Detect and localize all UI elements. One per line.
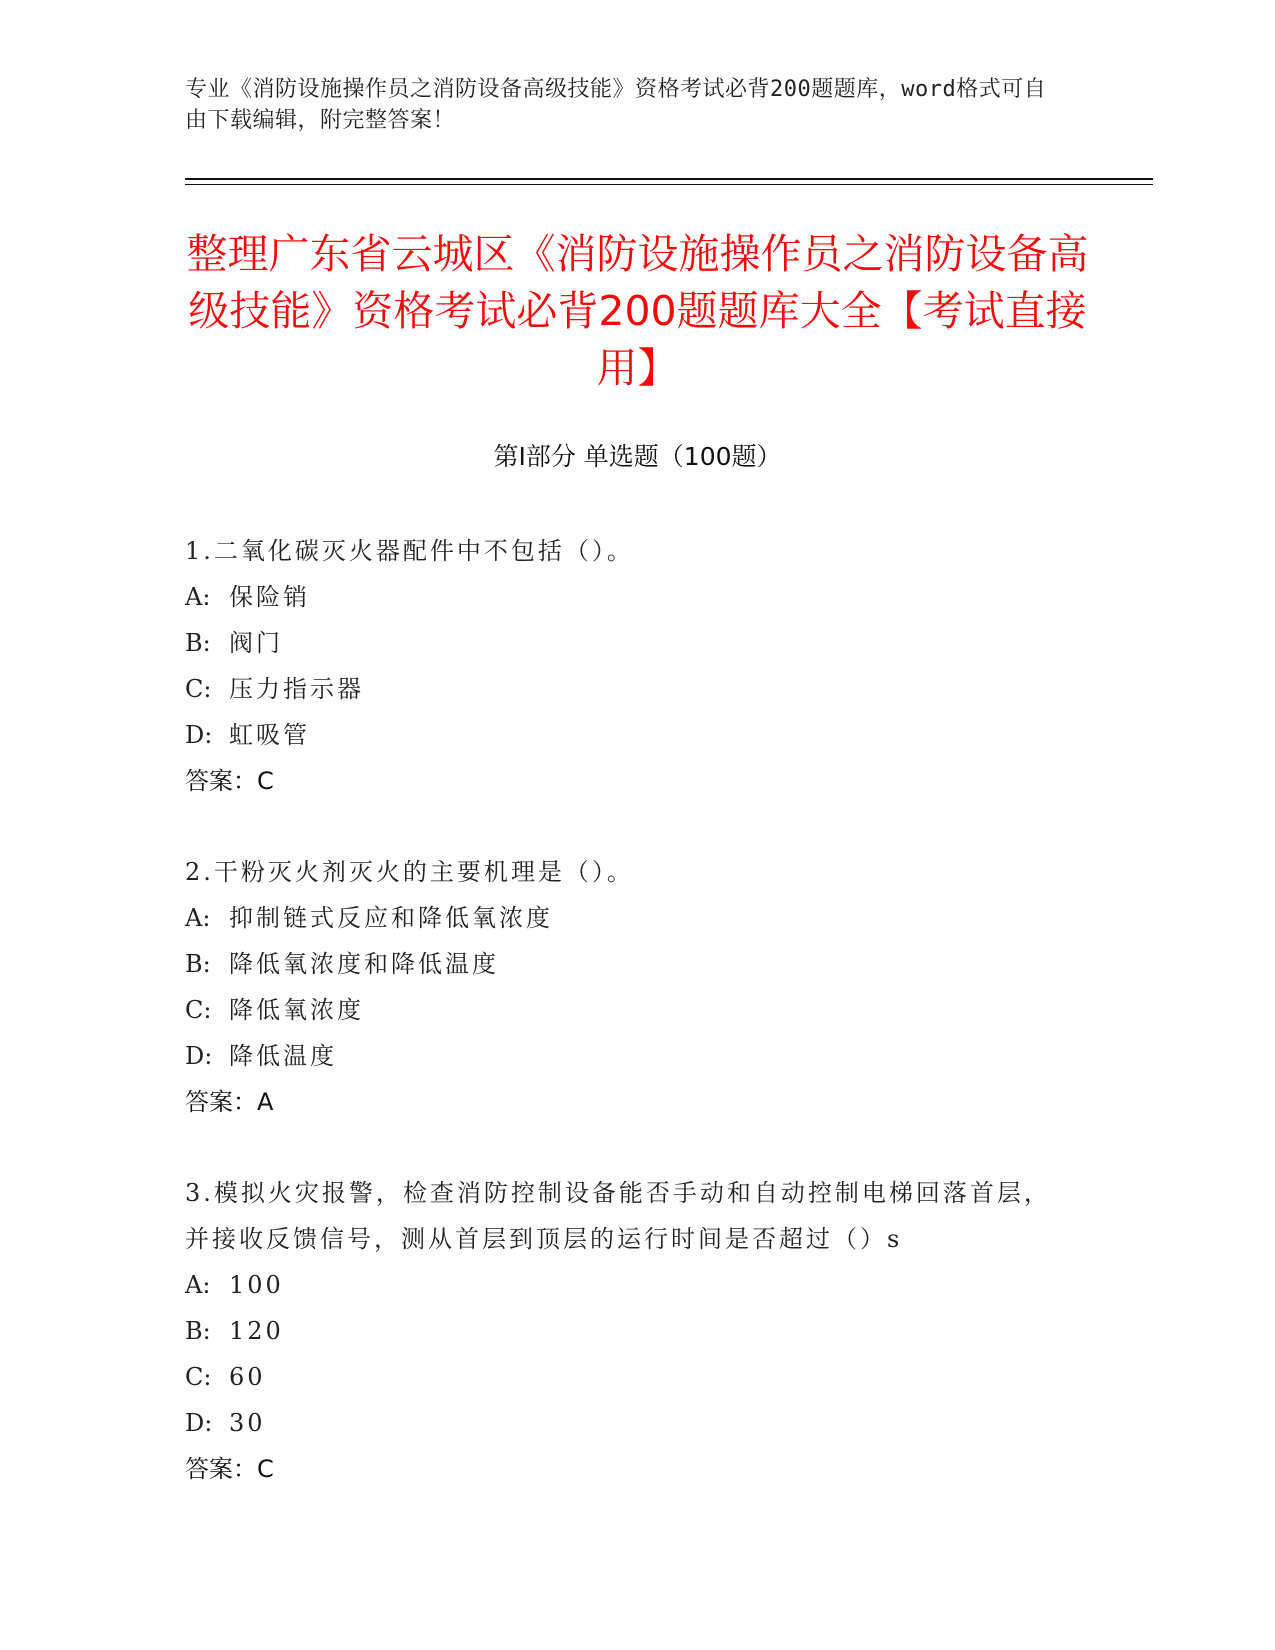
section-heading: 第I部分 单选题（100题） <box>493 442 782 471</box>
option-text: 虹吸管 <box>229 721 310 749</box>
question-1 <box>185 528 1065 804</box>
option-b <box>185 1308 1065 1354</box>
option-text: 60 <box>229 1363 266 1391</box>
option-c <box>185 666 1065 712</box>
option-d <box>185 1400 1065 1446</box>
option-d <box>185 1033 1065 1079</box>
option-text: 降低温度 <box>229 1042 337 1070</box>
option-text: 阀门 <box>229 629 283 657</box>
option-text: 30 <box>229 1409 266 1437</box>
header-rule-thick <box>185 178 1153 180</box>
option-text: 降低氧浓度和降低温度 <box>229 950 499 978</box>
option-text: 100 <box>229 1271 284 1299</box>
option-c <box>185 987 1065 1033</box>
header-note: 专业《消防设施操作员之消防设备高级技能》资格考试必背200题题库，word格式可自由下载编辑，附完整答案！ <box>185 77 1047 133</box>
option-letter: D: <box>185 1409 213 1437</box>
option-letter: D: <box>185 721 213 749</box>
option-b <box>185 620 1065 666</box>
option-letter: A: <box>185 583 211 611</box>
option-letter: C: <box>185 1363 212 1391</box>
option-b <box>185 941 1065 987</box>
option-text: 120 <box>229 1317 284 1345</box>
option-text: 保险销 <box>229 583 310 611</box>
option-d <box>185 712 1065 758</box>
option-text: 降低氧浓度 <box>229 996 364 1024</box>
answer-line: 答案：C <box>185 767 274 795</box>
option-letter: D: <box>185 1042 213 1070</box>
option-a <box>185 895 1065 941</box>
header-rule-thin <box>185 184 1153 185</box>
option-letter: B: <box>185 629 211 657</box>
question-stem: 3.模拟火灾报警，检查消防控制设备能否手动和自动控制电梯回落首层，并接收反馈信号，测从首层到顶层的运行时间是否超过（）s <box>185 1179 1051 1253</box>
option-c <box>185 1354 1065 1400</box>
option-text: 压力指示器 <box>229 675 364 703</box>
answer-line: 答案：A <box>185 1088 274 1116</box>
option-text: 抑制链式反应和降低氧浓度 <box>229 904 553 932</box>
option-letter: A: <box>185 1271 211 1299</box>
option-a <box>185 574 1065 620</box>
option-letter: B: <box>185 1317 211 1345</box>
option-letter: C: <box>185 996 212 1024</box>
option-letter: B: <box>185 950 211 978</box>
option-letter: A: <box>185 904 211 932</box>
question-list <box>185 528 1065 1537</box>
answer-line: 答案：C <box>185 1455 274 1483</box>
question-2 <box>185 849 1065 1125</box>
question-stem: 1.二氧化碳灭火器配件中不包括（）。 <box>185 537 634 565</box>
question-3 <box>185 1170 1065 1492</box>
document-title: 整理广东省云城区《消防设施操作员之消防设备高级技能》资格考试必背200题题库大全【考试直接用】 <box>186 230 1089 392</box>
option-a <box>185 1262 1065 1308</box>
option-letter: C: <box>185 675 212 703</box>
question-stem: 2.干粉灭火剂灭火的主要机理是（）。 <box>185 858 634 886</box>
